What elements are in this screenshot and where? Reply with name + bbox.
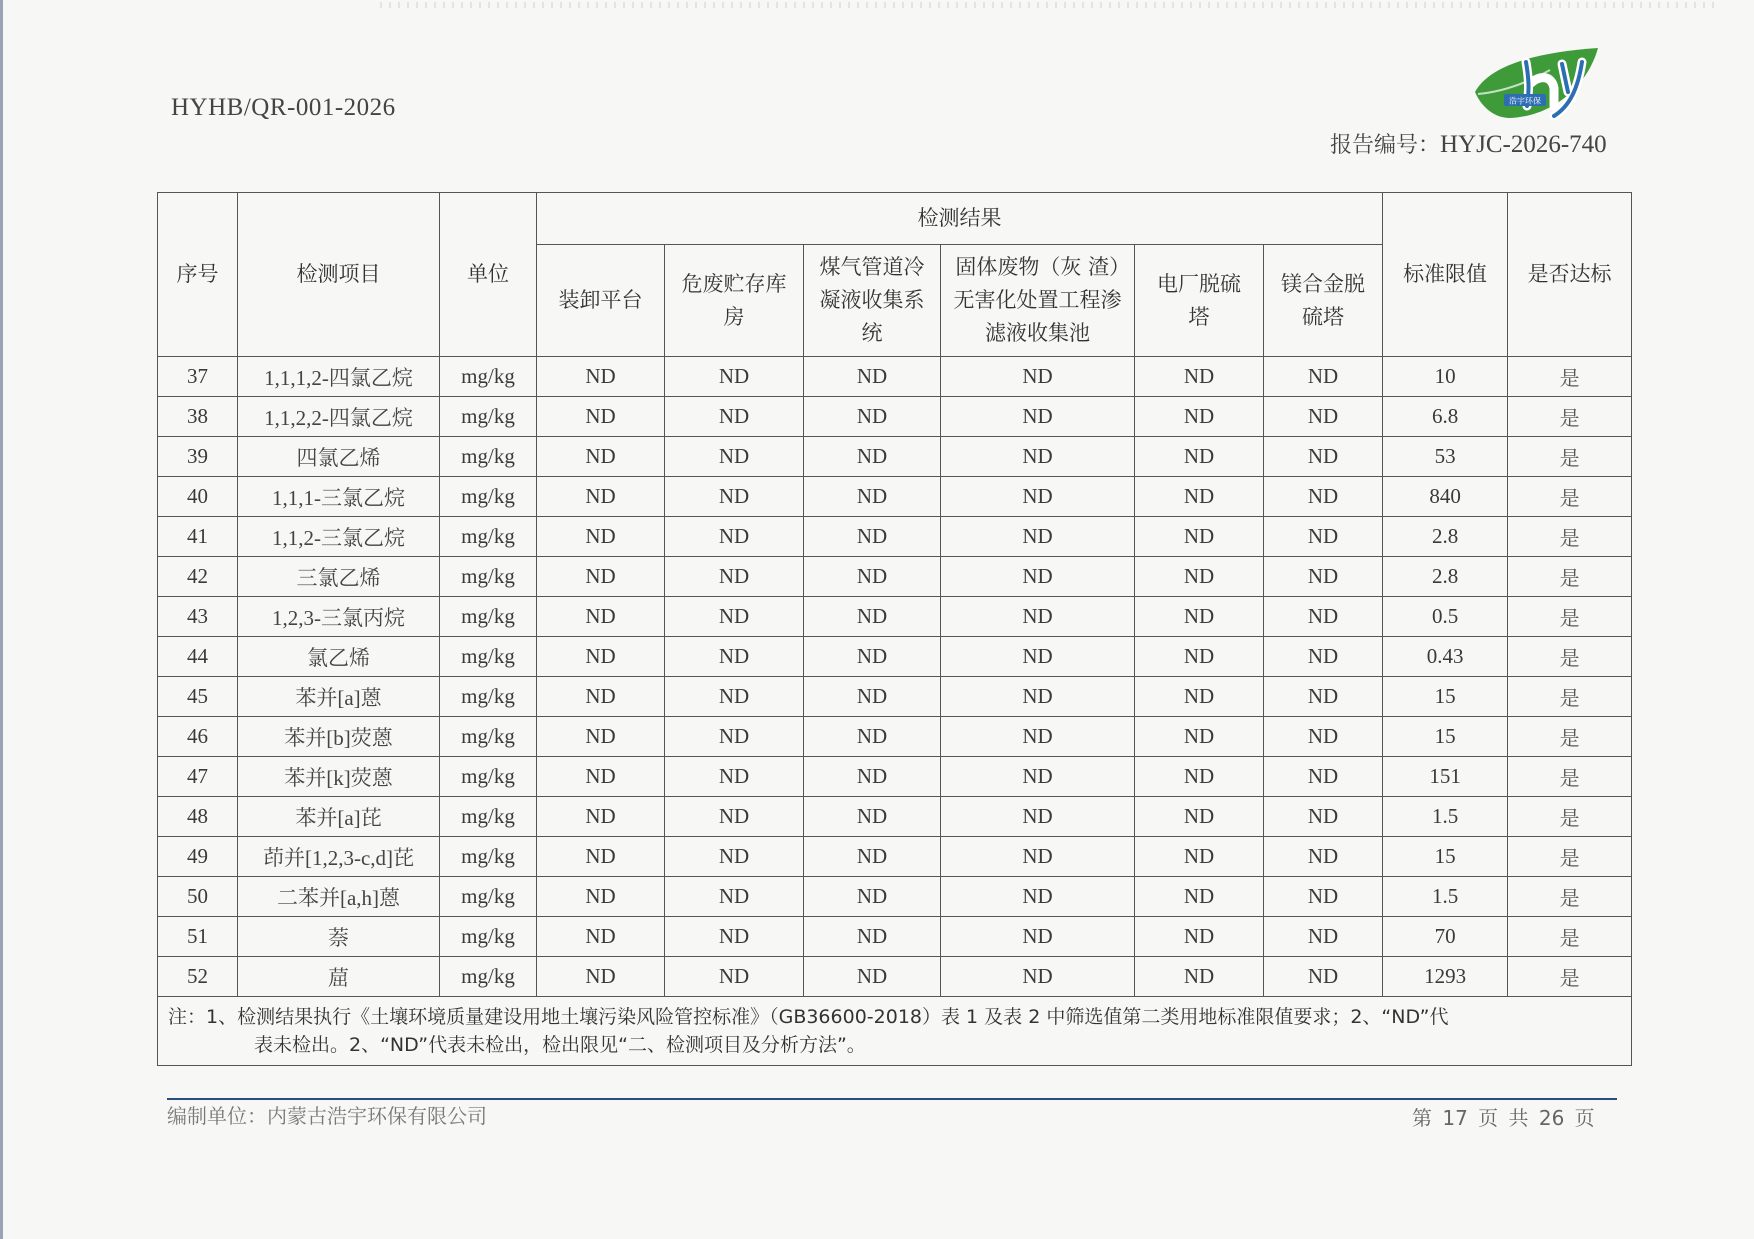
cell-result-6: ND <box>1264 357 1383 397</box>
cell-seq: 51 <box>158 917 238 957</box>
cell-result-5: ND <box>1135 517 1264 557</box>
header-site-5: 电厂脱硫塔 <box>1135 245 1264 357</box>
cell-result-6: ND <box>1264 637 1383 677</box>
cell-compliant: 是 <box>1508 677 1632 717</box>
cell-item: 1,2,3-三氯丙烷 <box>238 597 440 637</box>
cell-result-3: ND <box>804 637 941 677</box>
cell-result-1: ND <box>537 437 665 477</box>
cell-result-5: ND <box>1135 957 1264 997</box>
cell-result-1: ND <box>537 837 665 877</box>
cell-unit: mg/kg <box>440 757 537 797</box>
cell-result-5: ND <box>1135 557 1264 597</box>
cell-seq: 42 <box>158 557 238 597</box>
cell-result-1: ND <box>537 757 665 797</box>
header-site-1: 装卸平台 <box>537 245 665 357</box>
header-site-3: 煤气管道冷凝液收集系统 <box>804 245 941 357</box>
cell-result-4: ND <box>941 677 1135 717</box>
cell-seq: 41 <box>158 517 238 557</box>
cell-result-1: ND <box>537 397 665 437</box>
table-row <box>158 837 1632 877</box>
report-number <box>1330 128 1607 159</box>
cell-compliant: 是 <box>1508 397 1632 437</box>
cell-seq: 48 <box>158 797 238 837</box>
cell-seq: 52 <box>158 957 238 997</box>
cell-seq: 50 <box>158 877 238 917</box>
cell-result-3: ND <box>804 437 941 477</box>
cell-unit: mg/kg <box>440 477 537 517</box>
cell-result-2: ND <box>665 517 804 557</box>
cell-result-3: ND <box>804 477 941 517</box>
table-row <box>158 517 1632 557</box>
cell-result-3: ND <box>804 557 941 597</box>
table-note-line-1: 注：1、检测结果执行《土壤环境质量建设用地土壤污染风险管控标准》（GB36600-2018）表 1 及表 2 中筛选值第二类用地标准限值要求；2、“ND”代 <box>168 1006 1449 1028</box>
table-row <box>158 877 1632 917</box>
cell-result-5: ND <box>1135 837 1264 877</box>
cell-result-6: ND <box>1264 677 1383 717</box>
cell-result-5: ND <box>1135 717 1264 757</box>
table-row <box>158 357 1632 397</box>
cell-unit: mg/kg <box>440 837 537 877</box>
cell-result-3: ND <box>804 717 941 757</box>
cell-result-1: ND <box>537 357 665 397</box>
cell-compliant: 是 <box>1508 717 1632 757</box>
cell-item: 1,1,1,2-四氯乙烷 <box>238 357 440 397</box>
cell-unit: mg/kg <box>440 597 537 637</box>
cell-result-1: ND <box>537 797 665 837</box>
cell-result-3: ND <box>804 957 941 997</box>
cell-limit: 1.5 <box>1383 797 1508 837</box>
cell-item: 1,1,2,2-四氯乙烷 <box>238 397 440 437</box>
cell-result-4: ND <box>941 477 1135 517</box>
header-site-6: 镁合金脱硫塔 <box>1264 245 1383 357</box>
cell-unit: mg/kg <box>440 557 537 597</box>
cell-seq: 44 <box>158 637 238 677</box>
cell-item: 萘 <box>238 917 440 957</box>
cell-result-1: ND <box>537 517 665 557</box>
cell-unit: mg/kg <box>440 717 537 757</box>
cell-compliant: 是 <box>1508 917 1632 957</box>
cell-result-4: ND <box>941 797 1135 837</box>
cell-item: 苯并[a]芘 <box>238 797 440 837</box>
cell-item: 氯乙烯 <box>238 637 440 677</box>
cell-result-5: ND <box>1135 677 1264 717</box>
cell-limit: 151 <box>1383 757 1508 797</box>
cell-item: 苯并[b]荧蒽 <box>238 717 440 757</box>
svg-text:浩宇环保: 浩宇环保 <box>1509 96 1541 106</box>
cell-unit: mg/kg <box>440 357 537 397</box>
cell-result-2: ND <box>665 637 804 677</box>
cell-compliant: 是 <box>1508 437 1632 477</box>
results-table <box>157 192 1632 1066</box>
cell-seq: 47 <box>158 757 238 797</box>
cell-result-1: ND <box>537 917 665 957</box>
cell-result-2: ND <box>665 877 804 917</box>
cell-unit: mg/kg <box>440 917 537 957</box>
cell-seq: 43 <box>158 597 238 637</box>
table-row <box>158 597 1632 637</box>
cell-item: 四氯乙烯 <box>238 437 440 477</box>
cell-result-2: ND <box>665 957 804 997</box>
cell-limit: 2.8 <box>1383 517 1508 557</box>
results-table-body <box>158 357 1632 997</box>
cell-item: 苯并[a]蒽 <box>238 677 440 717</box>
cell-item: 三氯乙烯 <box>238 557 440 597</box>
header-unit: 单位 <box>440 193 537 357</box>
header-item: 检测项目 <box>238 193 440 357</box>
cell-unit: mg/kg <box>440 397 537 437</box>
cell-seq: 37 <box>158 357 238 397</box>
cell-limit: 70 <box>1383 917 1508 957</box>
cell-result-3: ND <box>804 837 941 877</box>
cell-result-5: ND <box>1135 397 1264 437</box>
cell-result-6: ND <box>1264 437 1383 477</box>
cell-compliant: 是 <box>1508 357 1632 397</box>
cell-compliant: 是 <box>1508 637 1632 677</box>
table-row <box>158 437 1632 477</box>
cell-compliant: 是 <box>1508 757 1632 797</box>
cell-result-4: ND <box>941 957 1135 997</box>
cell-limit: 15 <box>1383 837 1508 877</box>
cell-result-5: ND <box>1135 917 1264 957</box>
cell-result-1: ND <box>537 717 665 757</box>
cell-result-2: ND <box>665 797 804 837</box>
cell-result-4: ND <box>941 917 1135 957</box>
cell-result-3: ND <box>804 797 941 837</box>
cell-unit: mg/kg <box>440 877 537 917</box>
table-row <box>158 637 1632 677</box>
cell-compliant: 是 <box>1508 517 1632 557</box>
cell-result-1: ND <box>537 477 665 517</box>
cell-limit: 840 <box>1383 477 1508 517</box>
cell-result-4: ND <box>941 757 1135 797</box>
cell-result-4: ND <box>941 637 1135 677</box>
cell-compliant: 是 <box>1508 557 1632 597</box>
cell-result-4: ND <box>941 557 1135 597</box>
cell-result-2: ND <box>665 477 804 517</box>
cell-item: 䓛 <box>238 957 440 997</box>
cell-result-2: ND <box>665 557 804 597</box>
cell-seq: 49 <box>158 837 238 877</box>
cell-result-3: ND <box>804 397 941 437</box>
cell-limit: 1.5 <box>1383 877 1508 917</box>
cell-limit: 15 <box>1383 677 1508 717</box>
cell-result-5: ND <box>1135 357 1264 397</box>
cell-result-3: ND <box>804 597 941 637</box>
cell-result-6: ND <box>1264 397 1383 437</box>
cell-result-6: ND <box>1264 757 1383 797</box>
cell-result-3: ND <box>804 677 941 717</box>
cell-result-6: ND <box>1264 877 1383 917</box>
cell-result-1: ND <box>537 557 665 597</box>
company-logo <box>1470 44 1605 124</box>
header-limit: 标准限值 <box>1383 193 1508 357</box>
cell-result-3: ND <box>804 917 941 957</box>
cell-result-2: ND <box>665 437 804 477</box>
header-results-group: 检测结果 <box>537 193 1383 245</box>
table-row <box>158 717 1632 757</box>
cell-result-5: ND <box>1135 597 1264 637</box>
cell-item: 苯并[k]荧蒽 <box>238 757 440 797</box>
cell-result-1: ND <box>537 957 665 997</box>
cell-result-5: ND <box>1135 797 1264 837</box>
cell-item: 茚并[1,2,3-c,d]芘 <box>238 837 440 877</box>
table-row <box>158 917 1632 957</box>
cell-seq: 45 <box>158 677 238 717</box>
cell-result-3: ND <box>804 757 941 797</box>
table-row <box>158 477 1632 517</box>
cell-limit: 15 <box>1383 717 1508 757</box>
cell-result-1: ND <box>537 877 665 917</box>
cell-seq: 38 <box>158 397 238 437</box>
cell-compliant: 是 <box>1508 837 1632 877</box>
cell-result-4: ND <box>941 437 1135 477</box>
scan-artifact <box>380 2 1720 8</box>
cell-compliant: 是 <box>1508 797 1632 837</box>
cell-seq: 40 <box>158 477 238 517</box>
cell-result-4: ND <box>941 717 1135 757</box>
cell-result-6: ND <box>1264 797 1383 837</box>
cell-result-6: ND <box>1264 517 1383 557</box>
cell-unit: mg/kg <box>440 437 537 477</box>
report-number-label: 报告编号： <box>1330 133 1441 158</box>
table-row <box>158 677 1632 717</box>
cell-limit: 10 <box>1383 357 1508 397</box>
cell-item: 1,1,1-三氯乙烷 <box>238 477 440 517</box>
scan-edge <box>0 0 3 1239</box>
cell-limit: 1293 <box>1383 957 1508 997</box>
cell-result-4: ND <box>941 397 1135 437</box>
table-row <box>158 957 1632 997</box>
cell-seq: 46 <box>158 717 238 757</box>
cell-unit: mg/kg <box>440 637 537 677</box>
cell-result-6: ND <box>1264 597 1383 637</box>
cell-limit: 6.8 <box>1383 397 1508 437</box>
cell-result-1: ND <box>537 677 665 717</box>
cell-result-2: ND <box>665 357 804 397</box>
cell-result-4: ND <box>941 357 1135 397</box>
cell-result-3: ND <box>804 877 941 917</box>
cell-limit: 0.5 <box>1383 597 1508 637</box>
cell-result-3: ND <box>804 517 941 557</box>
cell-item: 二苯并[a,h]蒽 <box>238 877 440 917</box>
cell-result-1: ND <box>537 637 665 677</box>
cell-compliant: 是 <box>1508 877 1632 917</box>
cell-compliant: 是 <box>1508 957 1632 997</box>
table-note-line-2: 表未检出。2、“ND”代表未检出，检出限见“二、检测项目及分析方法”。 <box>254 1034 866 1056</box>
cell-unit: mg/kg <box>440 677 537 717</box>
cell-result-5: ND <box>1135 637 1264 677</box>
cell-result-5: ND <box>1135 477 1264 517</box>
cell-unit: mg/kg <box>440 517 537 557</box>
cell-result-4: ND <box>941 877 1135 917</box>
cell-result-6: ND <box>1264 557 1383 597</box>
cell-result-4: ND <box>941 837 1135 877</box>
cell-result-6: ND <box>1264 957 1383 997</box>
header-compliant: 是否达标 <box>1508 193 1632 357</box>
cell-result-5: ND <box>1135 757 1264 797</box>
cell-limit: 53 <box>1383 437 1508 477</box>
cell-limit: 0.43 <box>1383 637 1508 677</box>
cell-result-3: ND <box>804 357 941 397</box>
cell-unit: mg/kg <box>440 957 537 997</box>
cell-result-2: ND <box>665 597 804 637</box>
cell-result-5: ND <box>1135 437 1264 477</box>
report-number-value: HYJC-2026-740 <box>1440 131 1607 158</box>
document-code: HYHB/QR-001-2026 <box>171 94 396 121</box>
cell-result-2: ND <box>665 677 804 717</box>
table-note <box>158 997 1632 1066</box>
cell-result-6: ND <box>1264 717 1383 757</box>
cell-result-1: ND <box>537 597 665 637</box>
cell-result-6: ND <box>1264 917 1383 957</box>
header-seq: 序号 <box>158 193 238 357</box>
cell-result-2: ND <box>665 917 804 957</box>
cell-result-6: ND <box>1264 477 1383 517</box>
footer-page-number: 第 17 页 共 26 页 <box>1412 1106 1595 1130</box>
cell-result-4: ND <box>941 517 1135 557</box>
cell-result-2: ND <box>665 757 804 797</box>
cell-compliant: 是 <box>1508 597 1632 637</box>
cell-limit: 2.8 <box>1383 557 1508 597</box>
cell-result-2: ND <box>665 837 804 877</box>
cell-result-2: ND <box>665 397 804 437</box>
header-site-2: 危废贮存库房 <box>665 245 804 357</box>
cell-item: 1,1,2-三氯乙烷 <box>238 517 440 557</box>
cell-result-2: ND <box>665 717 804 757</box>
header-site-4: 固体废物（灰 渣）无害化处置工程渗滤液收集池 <box>941 245 1135 357</box>
table-row <box>158 557 1632 597</box>
cell-result-6: ND <box>1264 837 1383 877</box>
table-row <box>158 397 1632 437</box>
cell-result-5: ND <box>1135 877 1264 917</box>
cell-result-4: ND <box>941 597 1135 637</box>
cell-seq: 39 <box>158 437 238 477</box>
table-row <box>158 797 1632 837</box>
cell-unit: mg/kg <box>440 797 537 837</box>
cell-compliant: 是 <box>1508 477 1632 517</box>
footer-company: 编制单位：内蒙古浩宇环保有限公司 <box>167 1104 487 1128</box>
table-row <box>158 757 1632 797</box>
